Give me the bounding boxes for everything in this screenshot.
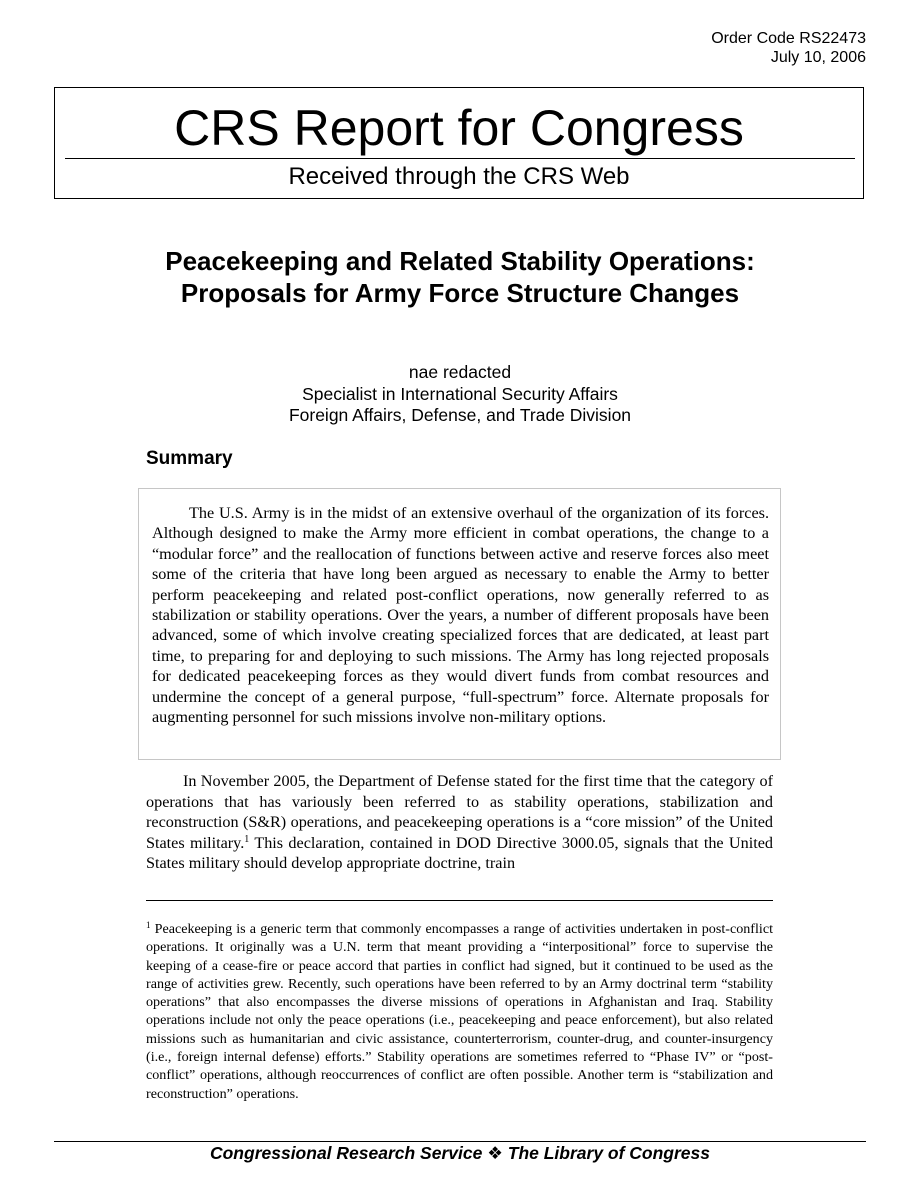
author-name: nae redacted xyxy=(408,362,512,382)
footer-rule xyxy=(54,1141,866,1142)
summary-text: The U.S. Army is in the midst of an extensive overhaul of the organization of its forces. Although designed to make the Army more efficient in combat operations, the change to a “modular force” and the reallocation of functions between active and reserve forces also meet some of the criteria that have long been argued as necessary to enable the Army to better perform peacekeeping and related post-conflict operations, now generally referred to as stabilization or stability operations. Over the years, a number of different proposals have been advanced, some of which involve creating specialized forces that are dedicated, at least part time, to preparing for and deploying to such missions. The Army has long rejected proposals for dedicated peacekeeping forces as they would divert funds from combat resources and undermine the concept of a general purpose, “full-spectrum” force. Alternate proposals for augmenting personnel for such missions involve non-military options. xyxy=(152,504,769,727)
body-text-part-1: In November 2005, the Department of Defense stated for the first time that the category of operations that has variously been referred to as stability operations, stabilization and reconstruction (S&R) operations, and peacekeeping operations is a “core mission” of the United States military. xyxy=(146,772,773,852)
summary-box xyxy=(138,488,781,760)
body-paragraph xyxy=(146,771,773,874)
masthead-title: CRS Report for Congress xyxy=(174,100,744,156)
report-date: July 10, 2006 xyxy=(770,49,866,66)
masthead-subtitle: Received through the CRS Web xyxy=(288,163,630,190)
author-division: Foreign Affairs, Defense, and Trade Division xyxy=(288,405,632,425)
masthead-rule xyxy=(65,158,855,159)
body-text-part-2: This declaration, contained in DOD Directive 3000.05, signals that the United States military should develop appropriate doctrine, train xyxy=(146,833,773,873)
summary-heading: Summary xyxy=(146,448,233,469)
footnote xyxy=(146,920,773,1103)
order-info xyxy=(711,29,866,67)
footnote-reference[interactable]: 1 xyxy=(244,833,250,845)
byline xyxy=(130,362,790,427)
order-code: Order Code RS22473 xyxy=(711,30,866,47)
page-footer: Congressional Research Service ❖ The Library of Congress xyxy=(209,1143,711,1163)
footnote-text: Peacekeeping is a generic term that commonly encompasses a range of activities undertaken in post-conflict operations. It originally was a U.N. term that meant providing a “interpositional” force to supervise the keeping of a cease-fire or peace accord that parties in conflict had signed, but it continued to be used as the range of activities grew. Recently, such operations have been referred to by an Army doctrinal term “stability operations” that also encompasses the diverse missions of operations in Afghanistan and Iraq. Stability operations include not only the peace operations (i.e., peacekeeping and peace enforcement), but also related missions such as humanitarian and civic assistance, counterterrorism, counter-drug, and counter-insurgency (i.e., foreign internal defense) efforts.” Stability operations are sometimes referred to “Phase IV” or “post-conflict” operations, although reoccurrences of conflict are often possible. Another term is “stabilization and reconstruction” operations. xyxy=(146,921,773,1102)
masthead xyxy=(54,87,864,199)
report-title: Peacekeeping and Related Stability Operations: Proposals for Army Force Structure Changes xyxy=(165,246,755,308)
footnote-divider xyxy=(146,900,773,901)
footnote-marker: 1 xyxy=(146,920,151,930)
author-role: Specialist in International Security Affairs xyxy=(302,383,618,404)
